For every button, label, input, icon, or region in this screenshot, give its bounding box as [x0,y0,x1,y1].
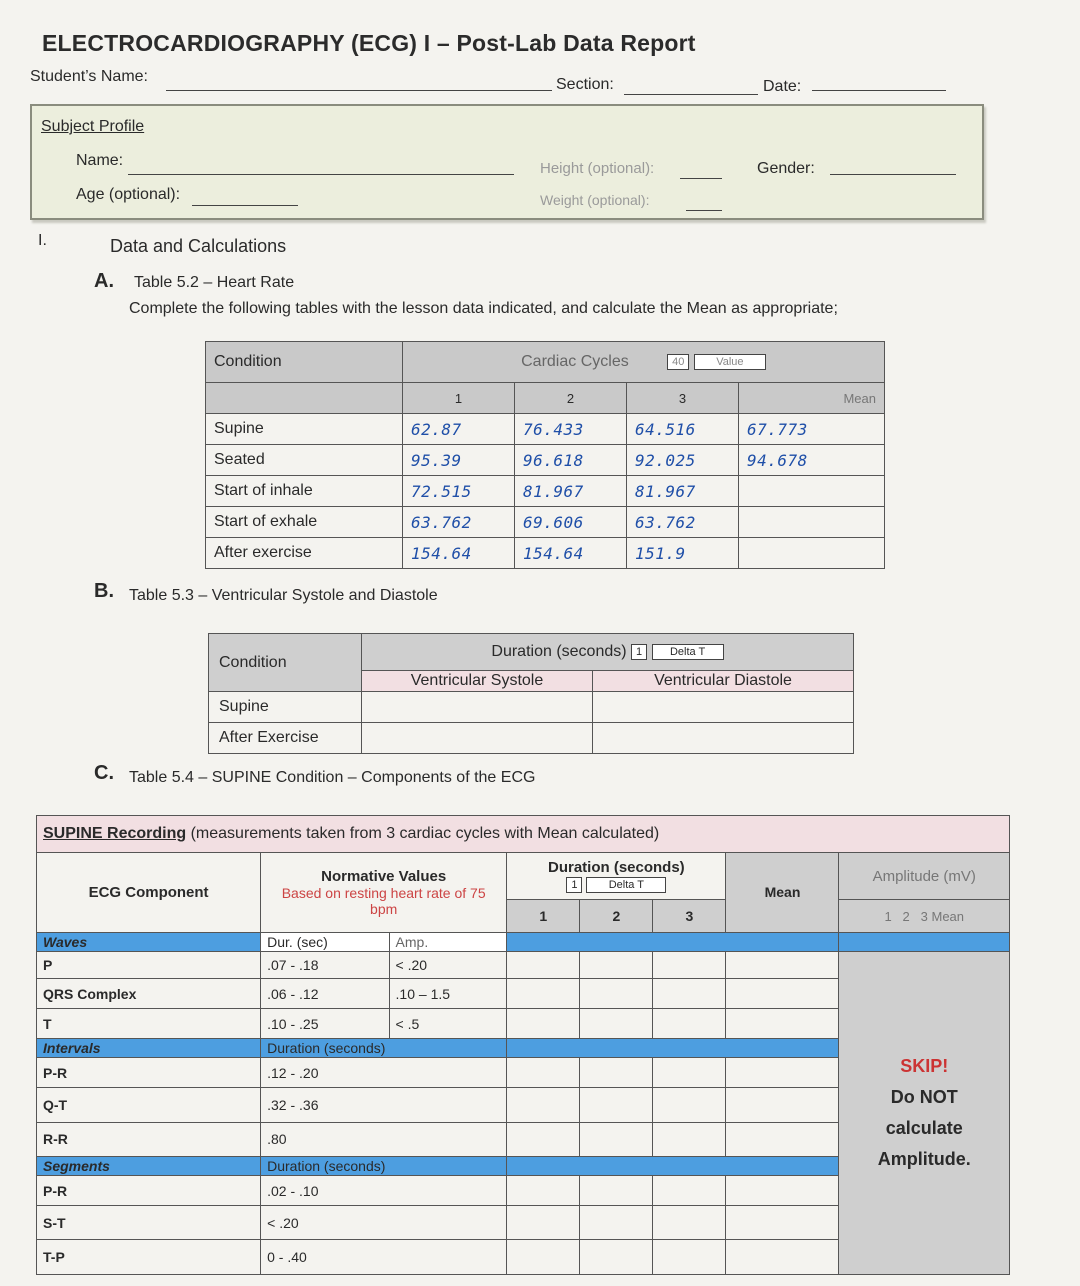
col-1-header: 1 [507,900,580,932]
dur-sec-label: Dur. (sec) [261,932,389,951]
intervals-label: Intervals [37,1039,261,1058]
value-cell[interactable] [653,1176,726,1206]
condition-cell: After exercise [206,538,403,569]
section-field[interactable] [624,94,758,95]
value-cell[interactable] [362,723,593,754]
mean-cell[interactable] [739,538,885,569]
norm-dur-cell: .10 - .25 [261,1009,389,1039]
amp-col-1: 1 [884,908,892,924]
value-cell[interactable]: 92.025 [627,445,739,476]
delta-t-box[interactable]: Delta T [586,877,666,893]
recording-bold: SUPINE Recording [43,824,187,842]
value-cell[interactable] [580,979,653,1009]
value-cell[interactable]: 64.516 [627,414,739,445]
table-row [206,538,885,569]
profile-name-label: Name: [76,152,124,169]
component-cell: S-T [37,1206,261,1240]
col-1-header: 1 [403,383,515,414]
amplitude-header: Amplitude (mV) [839,852,1010,900]
col-3-header: 3 [627,383,739,414]
value-cell[interactable] [580,1176,653,1206]
subsection-c-letter: C. [94,762,114,784]
col-3-header: 3 [653,900,726,932]
amp-mean: Mean [931,908,965,924]
section-title: Data and Calculations [110,236,287,256]
mean-cell[interactable] [726,1176,839,1206]
value-cell[interactable] [507,1088,580,1122]
norm-dur-cell: .80 [261,1122,507,1156]
profile-age-label: Age (optional): [76,186,181,203]
component-cell: R-R [37,1122,261,1156]
norm-amp-cell: < .5 [389,1009,507,1039]
page-title: ELECTROCARDIOGRAPHY (ECG) I – Post-Lab Data Report [42,30,696,56]
delta-t-box[interactable]: Delta T [652,644,724,660]
value-cell[interactable] [580,1009,653,1039]
duration-box-1[interactable]: 1 [566,877,582,893]
component-cell: P [37,951,261,979]
amp-col-3: 3 [920,908,928,924]
profile-gender-field[interactable] [830,174,956,175]
value-cell[interactable] [507,1122,580,1156]
norm-dur-cell: .07 - .18 [261,951,389,979]
ecg-component-header: ECG Component [37,852,261,932]
profile-height-label: Height (optional): [540,160,655,177]
value-cell[interactable] [653,1058,726,1088]
condition-cell: After Exercise [209,723,362,754]
value-cell[interactable]: 81.967 [515,476,627,507]
value-cell[interactable] [653,1122,726,1156]
value-cell[interactable] [580,951,653,979]
condition-cell: Supine [206,414,403,445]
normative-header [261,852,507,932]
condition-cell: Start of exhale [206,507,403,538]
duration-mean-header: Mean [726,852,839,932]
table-row [206,476,885,507]
date-label: Date: [763,78,802,95]
normative-label: Normative Values [321,867,447,885]
recording-desc: (measurements taken from 3 cardiac cycles with Mean calculated) [186,824,660,842]
col-2-header: 2 [515,383,627,414]
value-cell[interactable] [580,1206,653,1240]
table-5-4-title: Table 5.4 – SUPINE Condition – Components of the ECG [129,769,536,786]
instructions-text: Complete the following tables with the lesson data indicated, and calculate the Mean as appropriate; [129,300,838,317]
value-cell[interactable] [507,1058,580,1088]
col-2-header: 2 [580,900,653,932]
diastole-header: Ventricular Diastole [593,671,854,692]
ecg-components-table [36,815,1010,1275]
table-row [206,507,885,538]
value-cell[interactable]: 96.618 [515,445,627,476]
value-cell[interactable] [580,1122,653,1156]
student-name-field[interactable] [166,90,552,91]
norm-amp-cell: < .20 [389,951,507,979]
duration-header [362,634,854,671]
value-cell[interactable]: 76.433 [515,414,627,445]
value-cell[interactable] [593,723,854,754]
waves-label: Waves [37,932,261,951]
duration-label: Duration (seconds) [548,858,685,876]
mean-cell[interactable] [726,1058,839,1088]
component-cell: P-R [37,1176,261,1206]
value-cell[interactable]: 69.606 [515,507,627,538]
mean-cell[interactable] [739,476,885,507]
systole-header: Ventricular Systole [362,671,593,692]
component-cell: Q-T [37,1088,261,1122]
value-box[interactable]: Value [694,354,766,370]
mean-cell[interactable] [726,1088,839,1122]
table-row [37,951,1010,979]
value-cell[interactable]: 63.762 [403,507,515,538]
mean-header: Mean [739,383,885,414]
norm-dur-cell: < .20 [261,1206,507,1240]
subsection-b-letter: B. [94,580,114,602]
table-5-2-title: Table 5.2 – Heart Rate [134,274,295,291]
skip-line-4: Amplitude. [877,1148,971,1169]
segments-duration-label: Duration (seconds) [261,1157,507,1176]
profile-height-field[interactable] [680,178,722,179]
component-cell: P-R [37,1058,261,1088]
mean-cell[interactable]: 67.773 [739,414,885,445]
mean-cell[interactable] [726,1009,839,1039]
value-cell[interactable] [580,1088,653,1122]
value-cell[interactable] [507,1176,580,1206]
condition-cell: Seated [206,445,403,476]
value-cell[interactable]: 151.9 [627,538,739,569]
segments-label: Segments [37,1157,261,1176]
condition-header: Condition [206,342,403,383]
component-cell: T-P [37,1240,261,1275]
amp-col-2: 2 [902,908,910,924]
recording-header [37,816,1010,853]
heart-rate-table [205,341,885,569]
date-field[interactable] [812,90,946,91]
condition-cell: Supine [209,692,362,723]
value-cell[interactable]: 63.762 [627,507,739,538]
cardiac-cycles-label: Cardiac Cycles [521,353,629,370]
table-row [209,723,854,754]
value-cell[interactable]: 154.64 [515,538,627,569]
value-cell[interactable]: 154.64 [403,538,515,569]
condition-header: Condition [209,634,362,692]
blank-header-cell [206,383,403,414]
subsection-a-letter: A. [94,270,114,292]
skip-line-2: Do NOT [890,1086,958,1107]
mean-cell[interactable] [726,951,839,979]
value-cell[interactable] [653,1240,726,1275]
value-cell[interactable]: 81.967 [627,476,739,507]
student-name-label: Student’s Name: [30,68,148,85]
duration-box-1[interactable]: 1 [631,644,647,660]
subject-profile-box [30,104,984,220]
value-cell[interactable] [653,1009,726,1039]
value-cell[interactable] [507,1240,580,1275]
subject-profile-heading: Subject Profile [41,118,145,135]
systole-diastole-table [208,633,854,754]
value-cell[interactable] [362,692,593,723]
profile-name-field[interactable] [128,174,514,175]
value-cell[interactable]: 72.515 [403,476,515,507]
value-cell[interactable] [653,1206,726,1240]
profile-weight-label: Weight (optional): [540,192,650,208]
value-cell[interactable] [593,692,854,723]
section-label: Section: [556,76,614,93]
skip-line-3: calculate [885,1117,963,1138]
skip-box [839,951,1010,1274]
mean-cell[interactable] [726,1240,839,1275]
duration-label: Duration (seconds) [491,643,627,660]
component-cell: T [37,1009,261,1039]
value-cell[interactable] [507,951,580,979]
value-cell[interactable] [653,951,726,979]
mean-cell[interactable] [726,1122,839,1156]
based-on-label: Based on resting heart rate of 75 bpm [281,884,486,917]
profile-gender-label: Gender: [757,160,815,177]
component-cell: QRS Complex [37,979,261,1009]
table-row [209,692,854,723]
norm-dur-cell: 0 - .40 [261,1240,507,1275]
value-cell[interactable]: 95.39 [403,445,515,476]
mean-cell[interactable] [726,1206,839,1240]
norm-dur-cell: .32 - .36 [261,1088,507,1122]
value-cell[interactable] [580,1240,653,1275]
table-row [206,445,885,476]
amp-cols-header [839,900,1010,932]
mean-cell[interactable] [739,507,885,538]
norm-dur-cell: .06 - .12 [261,979,389,1009]
table-5-3-title: Table 5.3 – Ventricular Systole and Diastole [129,587,438,604]
amp-label: Amp. [389,932,507,951]
value-cell[interactable] [507,1206,580,1240]
value-cell[interactable]: 62.87 [403,414,515,445]
skip-title: SKIP! [900,1055,949,1076]
cardiac-cycles-header [403,342,885,383]
mean-cell[interactable]: 94.678 [739,445,885,476]
value-cell[interactable] [507,1009,580,1039]
profile-age-field[interactable] [192,205,298,206]
norm-dur-cell: .12 - .20 [261,1058,507,1088]
norm-dur-cell: .02 - .10 [261,1176,507,1206]
duration-header [507,852,726,900]
value-cell[interactable] [580,1058,653,1088]
table-row [206,414,885,445]
value-cell[interactable] [653,1088,726,1122]
value-cell[interactable] [507,979,580,1009]
condition-cell: Start of inhale [206,476,403,507]
section-roman-numeral: I. [38,232,47,249]
value-cell[interactable] [653,979,726,1009]
intervals-duration-label: Duration (seconds) [261,1039,507,1058]
profile-weight-field[interactable] [686,210,722,211]
mean-cell[interactable] [726,979,839,1009]
norm-amp-cell: .10 – 1.5 [389,979,507,1009]
cycles-count-box[interactable]: 40 [667,354,689,370]
